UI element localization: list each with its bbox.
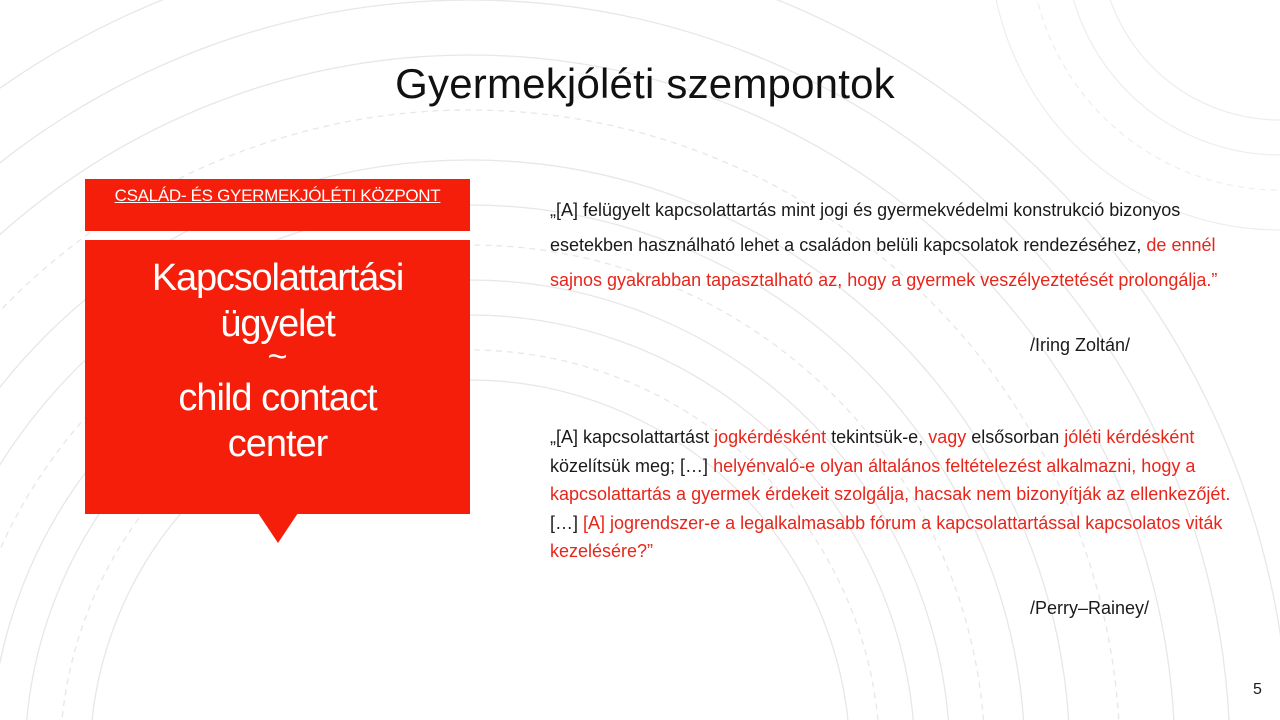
quote-1 [550,193,1250,298]
quote-segment-emphasis: vagy [928,427,967,447]
quote-segment-emphasis: jogkérdésként [714,427,827,447]
quote-segment: elsősorban [966,427,1065,447]
quote-segment-emphasis: [A] jogrendszer-e a legalkalmasabb fórum a kapcsolattartással kapcsolatos viták kezelésére?” [550,512,1223,561]
quote-segment: „[A] kapcsolattartást [550,427,715,447]
quote-segment: közelítsük meg; […] [550,455,714,476]
center-name-banner: CSALÁD- ÉS GYERMEKJÓLÉTI KÖZPONT [85,179,470,231]
callout-title [85,255,470,347]
page-number: 5 [1253,681,1262,698]
quote-segment: „[A] felügyelt kapcsolattartás mint jogi és gyermekvédelmi konstrukció bizonyos esetekben használható lehet a családon belüli kapcsolatok rendezéséhez, [550,200,1181,255]
callout-subtitle-line: child contact [178,377,377,419]
callout-pointer [258,513,298,543]
callout-subtitle-line: center [227,423,328,465]
quote-segment: […] [550,512,584,533]
quote-segment-emphasis: jóléti kérdésként [1064,427,1195,447]
slide-title: Gyermekjóléti szempontok [395,60,895,107]
callout-tilde: ~ [267,338,288,376]
callout-title-line: Kapcsolattartási [151,257,404,299]
quote-segment-emphasis: helyénvaló-e olyan általános feltételezést alkalmazni, hogy a kapcsolattartás a gyermek érdekeit szolgálja, hacsak nem bizonyítják az ellenkezőjét. [550,455,1231,504]
callout-title-line: ügyelet [220,303,335,345]
quote-1-author: /Iring Zoltán/ [1030,335,1131,355]
quote-segment-emphasis: de ennél sajnos gyakrabban tapasztalható az, hogy a gyermek veszélyeztetését prolongálja.” [550,235,1218,290]
callout-box [85,240,470,514]
callout-subtitle [85,375,470,467]
quote-2-author: /Perry–Rainey/ [1030,598,1150,618]
quote-segment: tekintsük-e, [826,427,929,447]
quote-2 [550,423,1250,566]
